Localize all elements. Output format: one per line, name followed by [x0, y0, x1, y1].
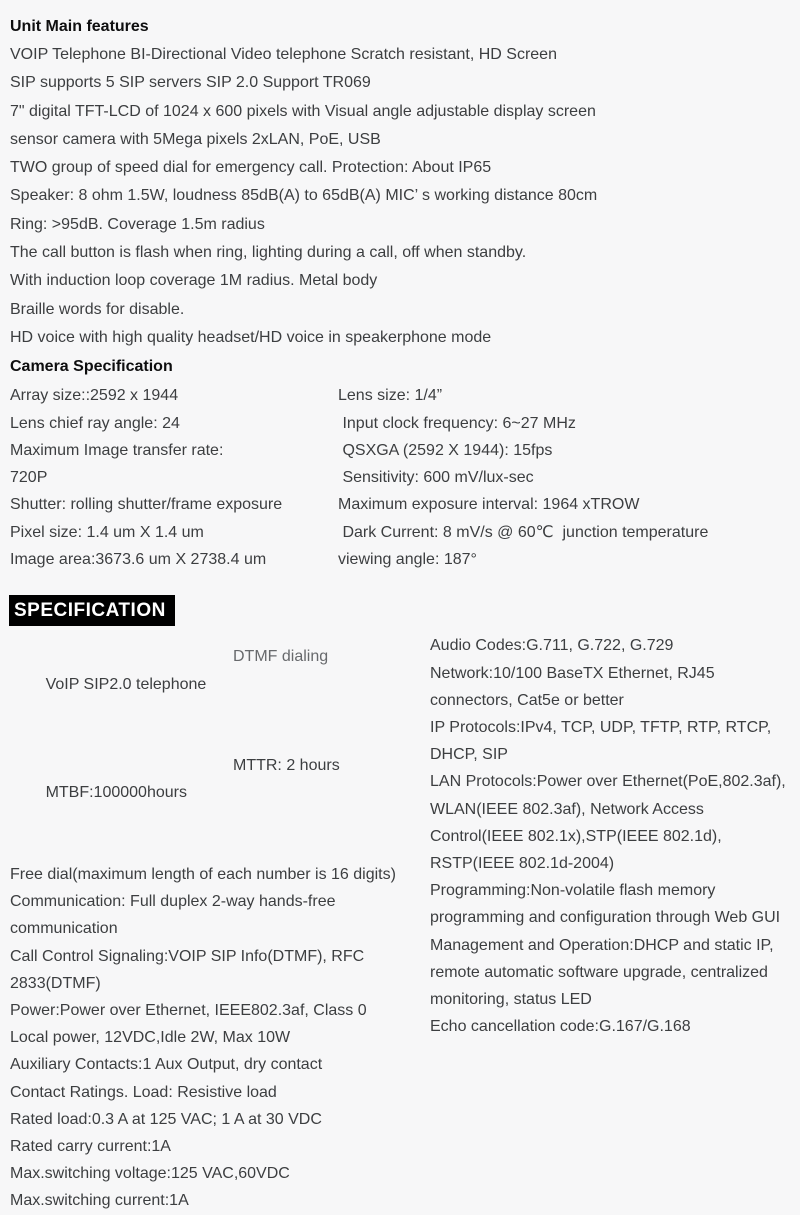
camera-spec-left-cell: Maximum Image transfer rate: — [10, 441, 224, 459]
camera-spec-row — [10, 519, 790, 546]
unit-main-features-list — [10, 41, 790, 352]
camera-spec-row — [10, 437, 790, 464]
mttr-label: MTTR: 2 hours — [233, 757, 340, 775]
spec-line: Audio Codes:G.711, G.722, G.729 — [430, 637, 674, 655]
spec-line: WLAN(IEEE 802.3af), Network Access — [430, 800, 704, 818]
spec-line: Rated load:0.3 A at 125 VAC; 1 A at 30 VDC — [10, 1110, 322, 1128]
camera-spec-row — [10, 410, 790, 437]
feature-line: With induction loop coverage 1M radius. Metal body — [10, 272, 378, 290]
camera-spec-right-cell: Sensitivity: 600 mV/lux-sec — [338, 469, 534, 487]
spec-line: LAN Protocols:Power over Ethernet(PoE,802.3af), — [430, 773, 786, 791]
mtbf-label: MTBF:100000hours — [45, 784, 187, 802]
feature-line: Ring: >95dB. Coverage 1.5m radius — [10, 215, 265, 233]
spec-line: Management and Operation:DHCP and static IP, — [430, 936, 774, 954]
spec-line: Max.switching current:1A — [10, 1192, 189, 1210]
feature-line: HD voice with high quality headset/HD voice in speakerphone mode — [10, 328, 492, 346]
camera-spec-left-cell: 720P — [10, 469, 48, 487]
spec-line: Contact Ratings. Load: Resistive load — [10, 1083, 277, 1101]
camera-specification-table — [10, 382, 790, 573]
unit-main-features-heading: Unit Main features — [10, 18, 149, 35]
spec-line: Free dial(maximum length of each number is 16 digits) — [10, 865, 396, 883]
spec-line: IP Protocols:IPv4, TCP, UDP, TFTP, RTP, RTCP, — [430, 718, 772, 736]
spec-line: Control(IEEE 802.1x),STP(IEEE 802.1d), — [430, 827, 722, 845]
camera-spec-right-cell: Dark Current: 8 mV/s @ 60℃ junction temperature — [338, 523, 709, 541]
spec-line: RSTP(IEEE 802.1d-2004) — [430, 854, 615, 872]
spec-line: communication — [10, 920, 118, 938]
spec-line: Programming:Non-volatile flash memory — [430, 882, 716, 900]
feature-line: TWO group of speed dial for emergency call. Protection: About IP65 — [10, 159, 492, 177]
spec-line: Auxiliary Contacts:1 Aux Output, dry contact — [10, 1056, 323, 1074]
camera-spec-left-cell: Image area:3673.6 um X 2738.4 um — [10, 551, 267, 569]
specification-heading: SPECIFICATION — [9, 595, 175, 626]
spec-line: Max.switching voltage:125 VAC,60VDC — [10, 1165, 290, 1183]
spec-line: 2833(DTMF) — [10, 974, 101, 992]
spec-line: Echo cancellation code:G.167/G.168 — [430, 1018, 691, 1036]
camera-spec-row — [10, 464, 790, 491]
specification-right-column — [430, 632, 790, 1214]
spec-line: Network:10/100 BaseTX Ethernet, RJ45 — [430, 664, 715, 682]
spec-left-lines — [10, 861, 430, 1215]
spec-line: monitoring, status LED — [430, 990, 592, 1008]
dtmf-dialing-label: DTMF dialing — [233, 648, 329, 666]
voip-sip-telephone-label: VoIP SIP2.0 telephone — [45, 675, 207, 693]
camera-spec-row — [10, 546, 790, 573]
feature-line: The call button is flash when ring, lighting during a call, off when standby. — [10, 244, 527, 262]
camera-spec-right-cell: Maximum exposure interval: 1964 xTROW — [338, 496, 640, 514]
spec-line: connectors, Cat5e or better — [430, 691, 624, 709]
spec-line: Communication: Full duplex 2-way hands-free — [10, 893, 336, 911]
spec-line: Power:Power over Ethernet, IEEE802.3af, Class 0 — [10, 1001, 367, 1019]
spec-line: programming and configuration through Web GUI — [430, 909, 781, 927]
feature-line: Braille words for disable. — [10, 300, 185, 318]
camera-spec-right-cell: Lens size: 1/4” — [338, 387, 443, 405]
spec-line: remote automatic software upgrade, centralized — [430, 963, 768, 981]
feature-line: Speaker: 8 ohm 1.5W, loudness 85dB(A) to 65dB(A) MIC’ s working distance 80cm — [10, 187, 598, 205]
spec-line: Local power, 12VDC,Idle 2W, Max 10W — [10, 1029, 291, 1047]
feature-line: 7" digital TFT-LCD of 1024 x 600 pixels with Visual angle adjustable display screen — [10, 102, 596, 120]
spec-line: Call Control Signaling:VOIP SIP Info(DTMF), RFC — [10, 947, 365, 965]
camera-spec-left-cell: Pixel size: 1.4 um X 1.4 um — [10, 523, 204, 541]
specification-columns — [10, 637, 790, 1214]
spec-pair-row — [10, 643, 430, 752]
camera-spec-right-cell: QSXGA (2592 X 1944): 15fps — [338, 441, 553, 459]
camera-spec-right-cell: viewing angle: 187° — [338, 551, 477, 569]
camera-spec-left-cell: Shutter: rolling shutter/frame exposure — [10, 496, 283, 514]
camera-spec-left-cell: Lens chief ray angle: 24 — [10, 414, 180, 432]
camera-spec-left-cell: Array size::2592 x 1944 — [10, 387, 179, 405]
feature-line: sensor camera with 5Mega pixels 2xLAN, PoE, USB — [10, 130, 381, 148]
spec-pair-row — [10, 752, 430, 861]
camera-spec-right-cell: Input clock frequency: 6~27 MHz — [338, 414, 576, 432]
camera-spec-row — [10, 491, 790, 518]
spec-line: Rated carry current:1A — [10, 1138, 171, 1155]
spec-line: DHCP, SIP — [430, 746, 508, 764]
camera-specification-heading: Camera Specification — [10, 358, 173, 376]
feature-line: VOIP Telephone BI-Directional Video telephone Scratch resistant, HD Screen — [10, 46, 557, 63]
specification-left-column — [10, 637, 430, 1214]
camera-spec-row — [10, 382, 790, 409]
feature-line: SIP supports 5 SIP servers SIP 2.0 Support TR069 — [10, 74, 371, 92]
